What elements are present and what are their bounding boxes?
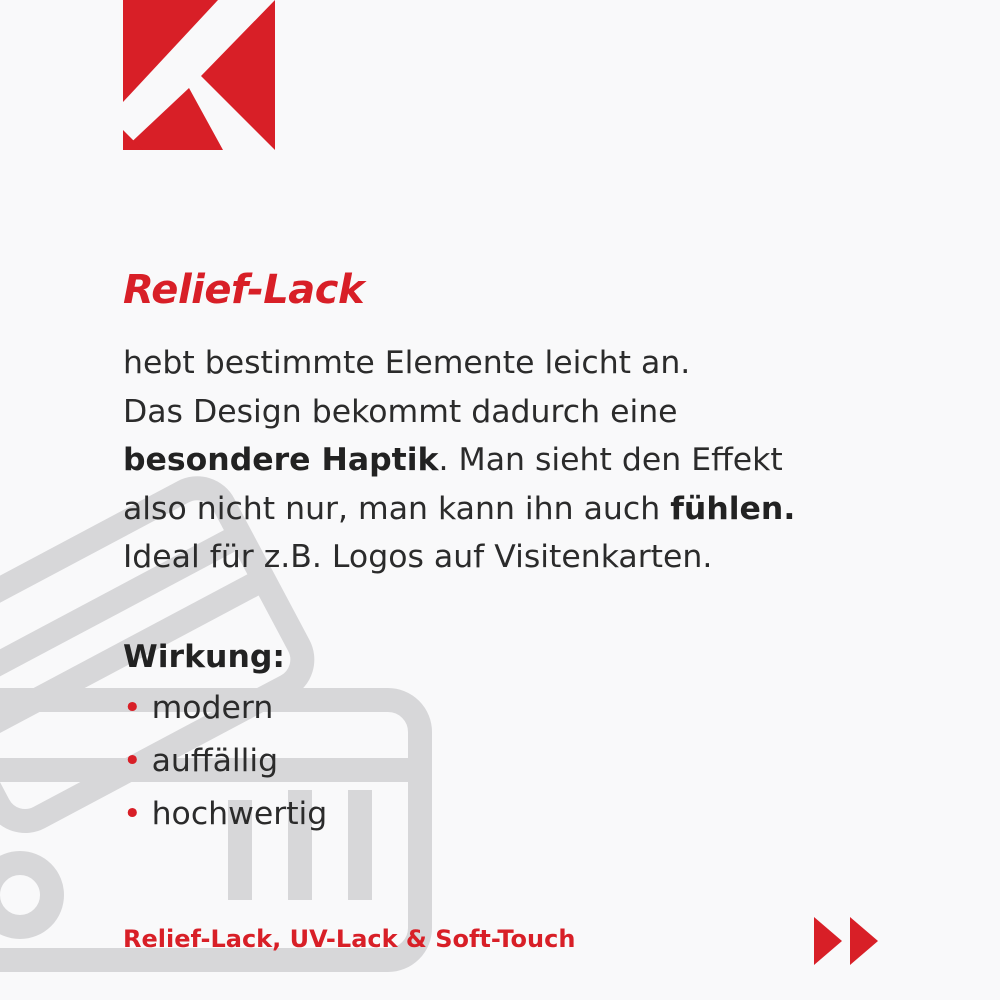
description-line-5: Ideal für z.B. Logos auf Visitenkarten.	[123, 539, 713, 575]
wirkung-heading: Wirkung:	[123, 638, 286, 675]
description-line-1: hebt bestimmte Elemente leicht an.	[123, 345, 691, 381]
bullet-dot: •	[123, 689, 142, 726]
list-item-label: auffällig	[151, 742, 279, 779]
list-item-label: modern	[151, 689, 274, 726]
highlight-haptik: besondere Haptik	[123, 442, 439, 478]
description-line-3-rest: . Man sieht den Effekt	[438, 442, 783, 478]
description-line-2: Das Design bekommt dadurch eine	[123, 393, 678, 430]
page-title: Relief-Lack	[123, 267, 365, 313]
bullet-dot: •	[123, 742, 142, 779]
list-item	[123, 682, 923, 735]
list-item-label: hochwertig	[151, 795, 328, 832]
description	[123, 339, 923, 582]
description-line-4	[123, 485, 923, 534]
content-block	[123, 264, 923, 841]
list-item	[123, 735, 923, 788]
description-line-4-start: also nicht nur, man kann ihn auch	[123, 490, 671, 527]
wirkung-list	[123, 682, 923, 841]
red-k-logo-icon	[123, 0, 275, 150]
bullet-dot: •	[123, 795, 142, 832]
fast-forward-icon[interactable]	[812, 915, 882, 967]
description-line-3	[123, 436, 923, 485]
list-item	[123, 788, 923, 841]
highlight-fuehlen: fühlen.	[670, 490, 796, 527]
footer-label: Relief-Lack, UV-Lack & Soft-Touch	[123, 925, 576, 953]
